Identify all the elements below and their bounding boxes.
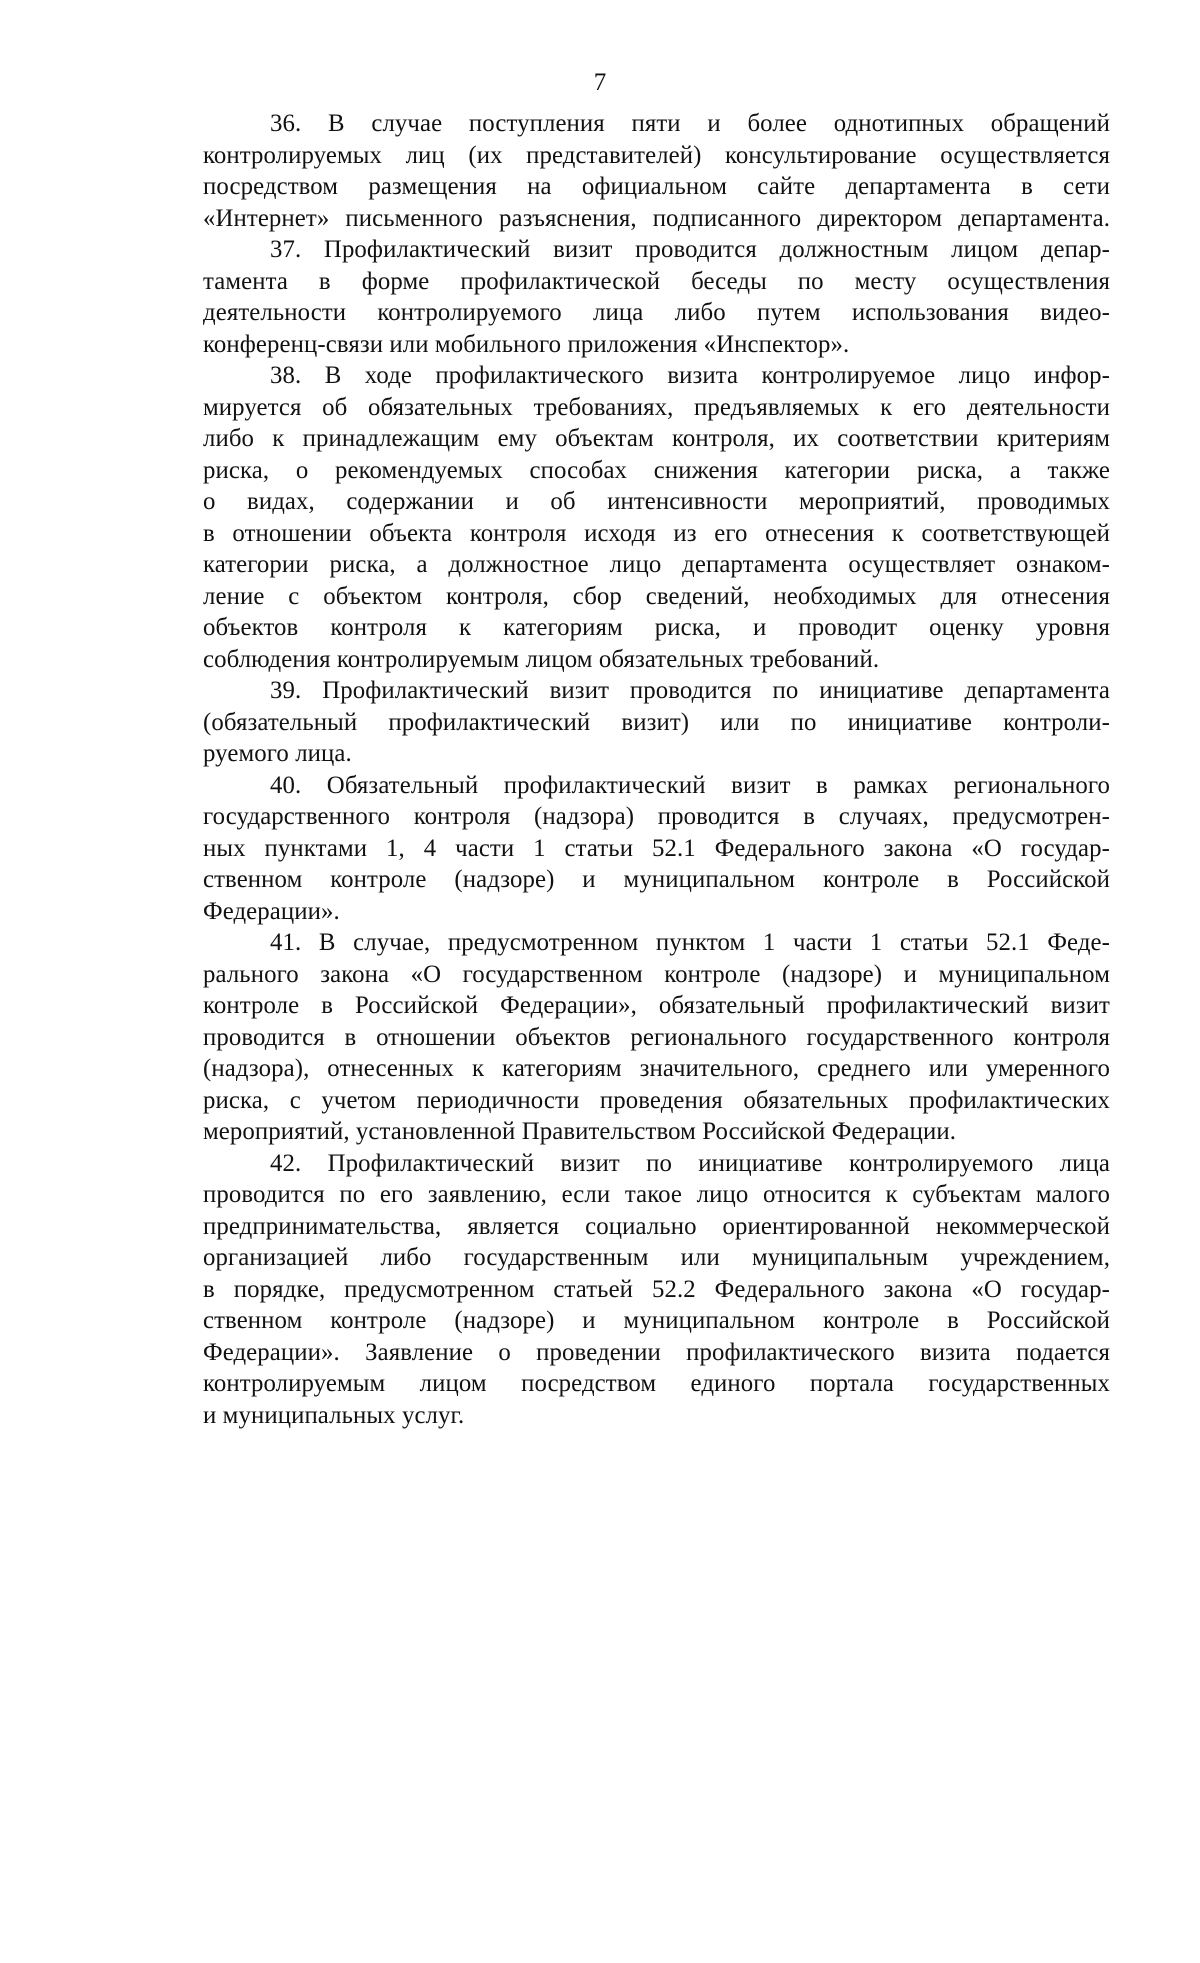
paragraph-41: [203, 927, 1110, 1148]
text-line: риска, с учетом периодичности проведения обязательных профилактических: [203, 1086, 1110, 1114]
text-line: 39. Профилактический визит проводится по инициативе департамента: [270, 677, 1110, 704]
text-line: 42. Профилактический визит по инициативе контролируемого лица: [270, 1149, 1110, 1177]
text-line: 36. В случае поступления пяти и более однотипных обращений: [270, 110, 1110, 137]
text-line: рального закона «О государственном контроле (надзоре) и муниципальном: [203, 960, 1110, 988]
text-line: 38. В ходе профилактического визита контролируемое лицо инфор-: [270, 362, 1110, 389]
text-line: Федерации». Заявление о проведении профилактического визита подается: [203, 1338, 1110, 1366]
text-line: конференц-связи или мобильного приложения «Инспектор».: [203, 330, 850, 358]
text-line: государственного контроля (надзора) проводится в случаях, предусмотрен-: [203, 803, 1110, 830]
text-line: контролируемых лиц (их представителей) консультирование осуществляется: [203, 141, 1110, 169]
text-line: о видах, содержании и об интенсивности мероприятий, проводимых: [203, 488, 1110, 515]
text-line: деятельности контролируемого лица либо путем использования видео-: [203, 299, 1110, 326]
text-line: и муниципальных услуг.: [203, 1401, 465, 1429]
text-line: 41. В случае, предусмотренном пунктом 1 части 1 статьи 52.1 Феде-: [270, 929, 1110, 956]
text-line: контроле в Российской Федерации», обязательный профилактический визит: [203, 992, 1110, 1019]
text-line: посредством размещения на официальном сайте департамента в сети: [203, 173, 1110, 200]
text-line: ственном контроле (надзоре) и муниципальном контроле в Российской: [203, 1307, 1110, 1334]
text-line: (обязательный профилактический визит) или по инициативе контроли-: [203, 708, 1110, 736]
text-line: (надзора), отнесенных к категориям значительного, среднего или умеренного: [203, 1055, 1110, 1082]
text-line: категории риска, а должностное лицо департамента осуществляет ознаком-: [203, 551, 1110, 578]
text-line: проводится по его заявлению, если такое лицо относится к субъектам малого: [203, 1181, 1110, 1208]
text-line: Федерации».: [203, 897, 340, 925]
text-line: в отношении объекта контроля исходя из его отнесения к соответствующей: [203, 519, 1110, 547]
text-line: соблюдения контролируемым лицом обязательных требований.: [203, 645, 880, 673]
text-line: 40. Обязательный профилактический визит в рамках регионального: [270, 771, 1110, 799]
document-body: [203, 108, 1110, 1431]
text-line: риска, о рекомендуемых способах снижения категории риска, а также: [203, 456, 1110, 484]
text-line: 37. Профилактический визит проводится должностным лицом депар-: [270, 236, 1110, 263]
paragraph-38: [203, 360, 1110, 675]
text-line: в порядке, предусмотренном статьей 52.2 Федерального закона «О государ-: [203, 1275, 1110, 1303]
text-line: ных пунктами 1, 4 части 1 статьи 52.1 Федерального закона «О государ-: [203, 834, 1110, 862]
text-line: ление с объектом контроля, сбор сведений, необходимых для отнесения: [203, 582, 1110, 610]
paragraph-40: [203, 770, 1110, 928]
text-line: либо к принадлежащим ему объектам контроля, их соответствии критериям: [203, 425, 1110, 452]
paragraph-42: [203, 1148, 1110, 1432]
text-line: контролируемым лицом посредством единого портала государственных: [203, 1370, 1110, 1397]
text-line: мероприятий, установленной Правительством Российской Федерации.: [203, 1118, 957, 1145]
page-number: 7: [593, 69, 607, 96]
text-line: организацией либо государственным или муниципальным учреждением,: [203, 1244, 1110, 1271]
text-line: объектов контроля к категориям риска, и проводит оценку уровня: [203, 614, 1110, 641]
paragraph-36: [203, 108, 1110, 234]
paragraph-37: [203, 234, 1110, 360]
text-line: проводится в отношении объектов регионального государственного контроля: [203, 1023, 1110, 1051]
text-line: мируется об обязательных требованиях, предъявляемых к его деятельности: [203, 393, 1110, 421]
paragraph-39: [203, 675, 1110, 770]
text-line: предпринимательства, является социально ориентированной некоммерческой: [203, 1212, 1110, 1240]
text-line: «Интернет» письменного разъяснения, подписанного директором департамента.: [203, 204, 1110, 232]
text-line: руемого лица.: [203, 740, 352, 767]
text-line: тамента в форме профилактической беседы по месту осуществления: [203, 267, 1110, 295]
text-line: ственном контроле (надзоре) и муниципальном контроле в Российской: [203, 866, 1110, 893]
